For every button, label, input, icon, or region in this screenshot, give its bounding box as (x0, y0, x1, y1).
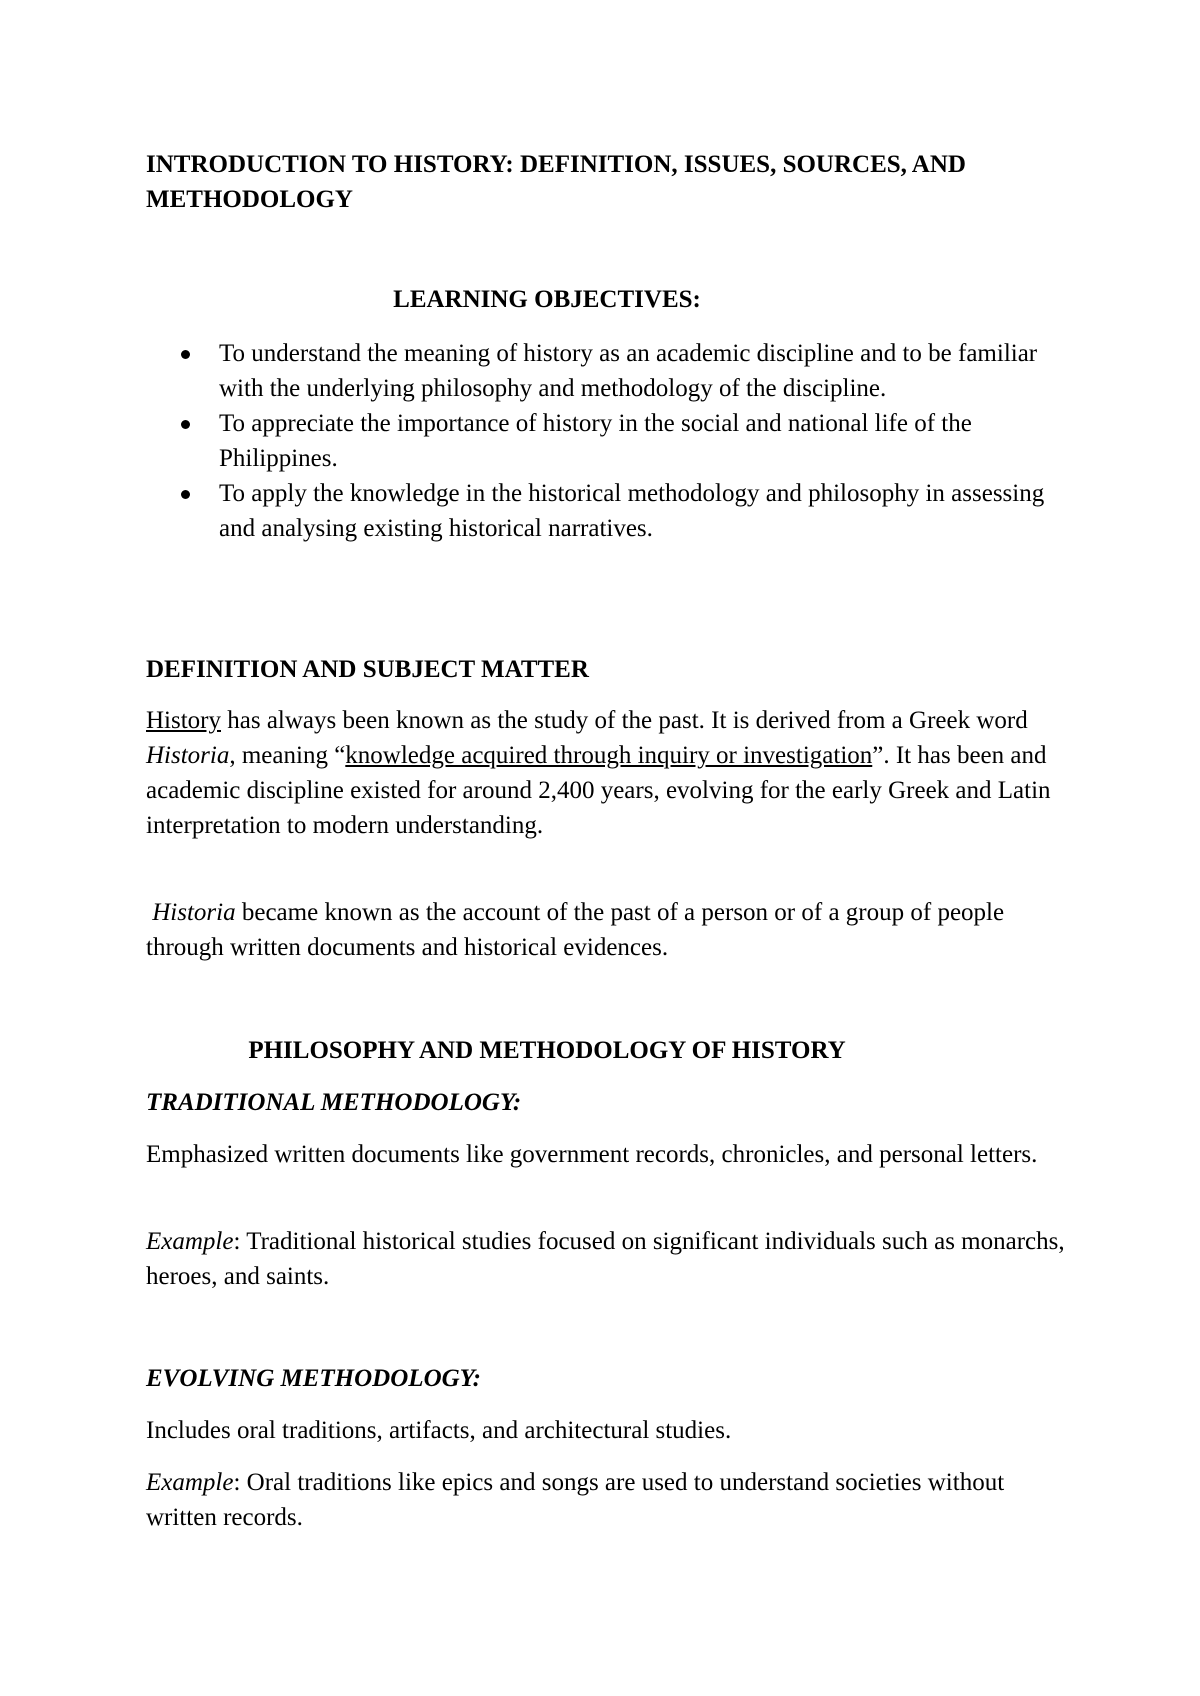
bullet-icon (181, 420, 190, 429)
traditional-methodology-text: Emphasized written documents like government records, chronicles, and personal letters. (146, 1141, 1038, 1168)
objective-text: To apply the knowledge in the historical methodology and philosophy in assessing and analysing existing historical narratives. (219, 480, 1045, 542)
historia-word: Historia (146, 742, 230, 769)
example-label: Example (146, 1228, 234, 1255)
list-item (146, 476, 1066, 546)
example-label: Example (146, 1469, 234, 1496)
bullet-icon (181, 350, 190, 359)
text-span: : Traditional historical studies focused on significant individuals such as monarchs, heroes, and saints. (146, 1228, 1065, 1290)
objective-text: To appreciate the importance of history in the social and national life of the Philippines. (219, 410, 972, 472)
evolving-methodology-text: Includes oral traditions, artifacts, and architectural studies. (146, 1417, 732, 1444)
historia-word: Historia (152, 899, 236, 926)
philosophy-heading: PHILOSOPHY AND METHODOLOGY OF HISTORY (248, 1037, 846, 1064)
list-item (146, 336, 1066, 406)
learning-objectives-list (146, 336, 1066, 546)
list-item (146, 406, 1066, 476)
bullet-icon (181, 490, 190, 499)
history-term: History (146, 707, 221, 734)
historia-meaning: knowledge acquired through inquiry or investigation (345, 742, 873, 769)
text-span: ”. It has been and academic discipline existed for around 2,400 years, evolving for the early Greek and Latin interpretation to modern understanding. (146, 742, 1051, 839)
traditional-example (146, 1224, 1066, 1294)
definition-paragraph (146, 703, 1066, 843)
evolving-example (146, 1465, 1066, 1535)
evolving-methodology-heading: EVOLVING METHODOLOGY: (146, 1365, 481, 1392)
traditional-methodology-heading: TRADITIONAL METHODOLOGY: (146, 1089, 522, 1116)
objective-text: To understand the meaning of history as an academic discipline and to be familiar with the underlying philosophy and methodology of the discipline. (219, 340, 1038, 402)
definition-heading: DEFINITION AND SUBJECT MATTER (146, 656, 589, 683)
text-span: became known as the account of the past of a person or of a group of people through written documents and historical evidences. (146, 899, 1005, 961)
historia-paragraph (146, 895, 1066, 965)
text-span: : Oral traditions like epics and songs are used to understand societies without written records. (146, 1469, 1005, 1531)
text-span: has always been known as the study of the past. It is derived from a Greek word (221, 707, 1028, 734)
learning-objectives-heading: LEARNING OBJECTIVES: (393, 286, 701, 313)
text-span: , meaning “ (229, 742, 346, 769)
document-title: INTRODUCTION TO HISTORY: DEFINITION, ISSUES, SOURCES, AND METHODOLOGY (146, 151, 966, 213)
